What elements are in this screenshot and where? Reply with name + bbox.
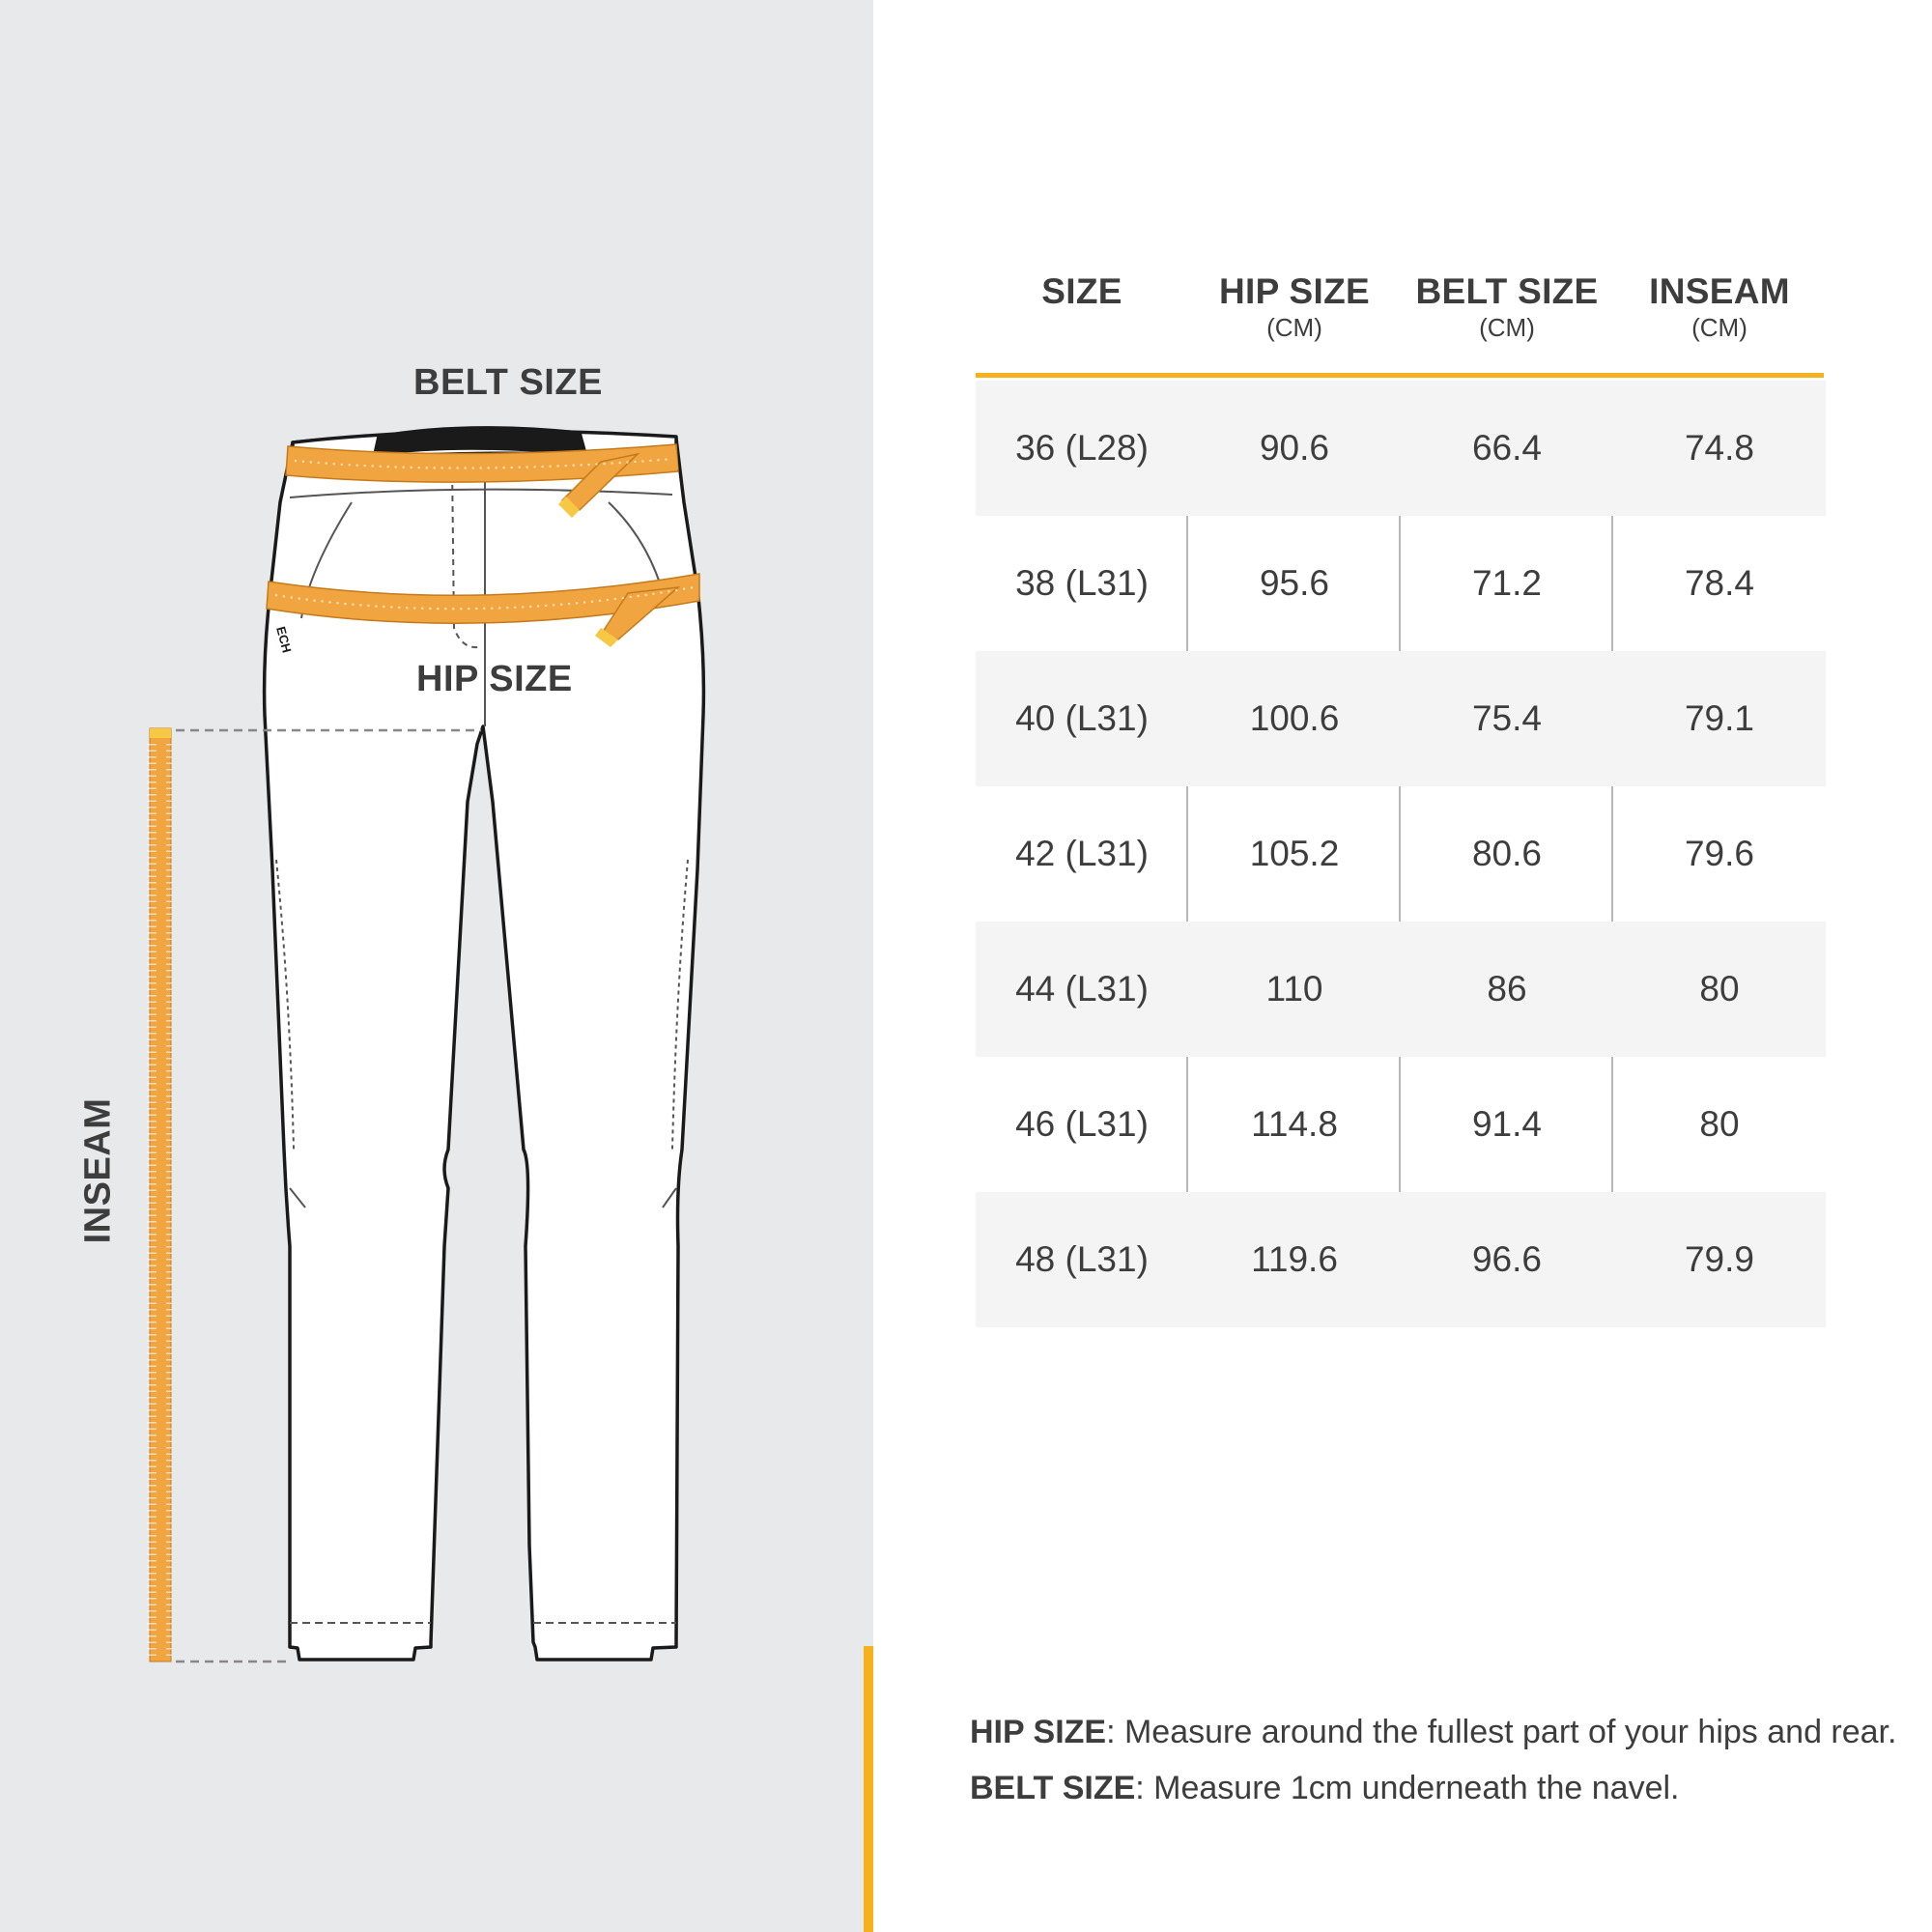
table-row [976, 922, 1826, 1057]
header-label: BELT SIZE [1415, 271, 1599, 311]
table-row [976, 786, 1826, 922]
note-term: HIP SIZE [970, 1714, 1107, 1750]
cell-belt: 80.6 [1471, 834, 1542, 873]
header-unit: (CM) [1266, 312, 1322, 342]
cell-size: 46 (L31) [1015, 1104, 1149, 1144]
cell-inseam: 79.9 [1684, 1239, 1754, 1279]
cell-size: 44 (L31) [1015, 969, 1149, 1009]
table-row [976, 516, 1826, 651]
header-unit: (CM) [1691, 312, 1747, 342]
cell-belt: 86 [1487, 969, 1527, 1009]
belt-size-label: BELT SIZE [413, 362, 603, 403]
cell-hip: 114.8 [1251, 1104, 1338, 1144]
cell-hip: 100.6 [1249, 698, 1340, 738]
cell-size: 40 (L31) [1015, 698, 1149, 738]
cell-size: 42 (L31) [1015, 834, 1149, 873]
table-row [976, 651, 1826, 786]
size-table [976, 272, 1826, 1327]
table-row [976, 1192, 1826, 1327]
header-belt [1401, 272, 1613, 341]
cell-hip: 119.6 [1251, 1239, 1338, 1279]
header-label: HIP SIZE [1219, 271, 1370, 311]
cell-size: 36 (L28) [1015, 428, 1149, 468]
inseam-tape [150, 728, 171, 1662]
cell-size: 48 (L31) [1015, 1239, 1149, 1279]
header-unit: (CM) [1479, 312, 1535, 342]
cell-belt: 75.4 [1471, 698, 1542, 738]
cell-inseam: 78.4 [1684, 563, 1754, 603]
header-size [976, 272, 1188, 314]
hip-size-label: HIP SIZE [416, 659, 573, 699]
table-header [976, 272, 1826, 375]
cell-inseam: 79.6 [1684, 834, 1754, 873]
header-inseam [1613, 272, 1826, 341]
cell-inseam: 79.1 [1684, 698, 1754, 738]
cell-belt: 91.4 [1471, 1104, 1542, 1144]
cell-hip: 110 [1265, 969, 1323, 1009]
measurement-notes [970, 1704, 1907, 1816]
header-label: INSEAM [1649, 271, 1790, 311]
note-hip [970, 1704, 1907, 1760]
cell-hip: 90.6 [1259, 428, 1329, 468]
cell-hip: 105.2 [1249, 834, 1340, 873]
cell-inseam: 74.8 [1684, 428, 1754, 468]
header-label: SIZE [1041, 271, 1122, 311]
cell-belt: 71.2 [1471, 563, 1542, 603]
header-rule [976, 373, 1824, 378]
cell-belt: 96.6 [1471, 1239, 1542, 1279]
cell-inseam: 80 [1699, 1104, 1740, 1144]
note-text: : Measure 1cm underneath the navel. [1135, 1770, 1680, 1806]
note-term: BELT SIZE [970, 1770, 1136, 1806]
brand-fragment: ECH [273, 624, 295, 655]
header-hip [1188, 272, 1401, 341]
table-row [976, 381, 1826, 516]
note-text: : Measure around the fullest part of your hips and rear. [1106, 1714, 1897, 1750]
note-belt [970, 1760, 1907, 1816]
cell-belt: 66.4 [1471, 428, 1542, 468]
cell-inseam: 80 [1699, 969, 1740, 1009]
table-row [976, 1057, 1826, 1192]
cell-hip: 95.6 [1259, 563, 1329, 603]
pants-diagram [0, 0, 873, 1932]
table-body [976, 381, 1826, 1327]
cell-size: 38 (L31) [1015, 563, 1149, 603]
inseam-label: INSEAM [77, 1097, 119, 1244]
